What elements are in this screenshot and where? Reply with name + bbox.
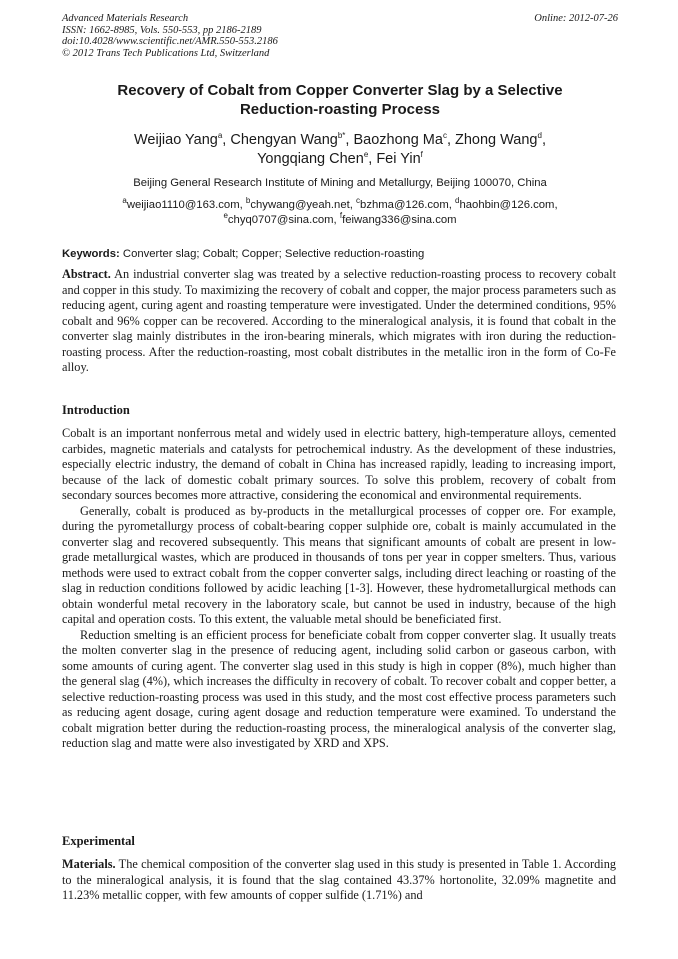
- copyright-line: © 2012 Trans Tech Publications Ltd, Switzerland: [62, 47, 270, 59]
- email-mark: f: [339, 211, 343, 221]
- materials-label: Materials.: [62, 857, 116, 871]
- keywords: [62, 247, 618, 262]
- author-line-2: [62, 150, 618, 169]
- journal-header: [62, 13, 618, 59]
- email-link: chywang@yeah.net,: [250, 199, 357, 211]
- author-name: Weijiao Yang: [134, 132, 218, 148]
- experimental-body: [62, 857, 616, 904]
- paper-title: [62, 81, 618, 119]
- author-affil-mark: a: [217, 131, 223, 141]
- abstract: [62, 267, 616, 376]
- keywords-text: Converter slag; Cobalt; Copper; Selective reduction-roasting: [119, 248, 425, 260]
- email-link: haohbin@126.com,: [459, 199, 558, 211]
- email-mark: a: [122, 196, 127, 206]
- email-link: bzhma@126.com,: [360, 199, 456, 211]
- title-line-1: Recovery of Cobalt from Copper Converter Slag by a Selective: [117, 82, 563, 99]
- journal-name: Advanced Materials Research: [62, 13, 189, 24]
- section-heading-experimental: Experimental: [62, 834, 135, 848]
- email-line-2: [62, 213, 618, 228]
- author-separator: ,: [541, 132, 546, 148]
- online-date: Online: 2012-07-26: [534, 13, 618, 24]
- paragraph: Cobalt is an important nonferrous metal and widely used in electric battery, high-temperature alloys, cemented carbides, magnetic materials and catalysts for petrochemical industry. As the development of these industries, especially electric industry, the demand of cobalt in China has increased rapidly, leading to increasing import, because of the lack of domestic cobalt primary sources. To solve this problem, recovery of cobalt from secondary sources becomes more attractive, considering the economical and environmental requirements.: [62, 426, 616, 502]
- author-affil-mark: d: [537, 131, 542, 141]
- introduction-body: [62, 426, 616, 752]
- email-mark: c: [356, 196, 361, 206]
- author-name: , Chengyan Wang: [222, 132, 338, 148]
- email-link: feiwang336@sina.com: [342, 214, 457, 226]
- doi-line: doi:10.4028/www.scientific.net/AMR.550-553.2186: [62, 36, 278, 47]
- author-affil-mark: e: [363, 150, 369, 160]
- author-list: [62, 131, 618, 169]
- email-mark: e: [223, 211, 228, 221]
- affiliation: Beijing General Research Institute of Mining and Metallurgy, Beijing 100070, China: [133, 177, 547, 189]
- abstract-label: Abstract.: [62, 267, 111, 281]
- author-emails: [62, 198, 618, 228]
- title-line-2: Reduction-roasting Process: [239, 101, 441, 118]
- keywords-label: Keywords:: [62, 248, 120, 260]
- paragraph: Reduction smelting is an efficient process for beneficiate cobalt from copper converter slag. It usually treats the molten converter slag in the presence of reducing agent, including solid carbon or gaseous carbon, with some amounts of curing agent. The converter slag used in this study is high in copper (8%), much higher than the general slag (4%), which increases the difficulty in recovery of cobalt. To recover cobalt and copper better, a selective reduction-roasting process was used in this study, and the most cost effective process parameters such as reducing agent dosage, curing agent dosage and reduction temperature were examined. To understand the cobalt migration better during the reduction-roasting process, the mineralogical analysis of the converter slag, reduction slag and matte were also investigated by XRD and XPS.: [62, 627, 616, 750]
- email-mark: d: [455, 196, 460, 206]
- materials-text: The chemical composition of the converter slag used in this study is presented in Table 1. According to the mineralogical analysis, it is found that the slag contained 43.37% hortonolite, 32.09% magnetite and 11.23% metallic copper, with few amounts of copper sulfide (1.71%) and: [62, 857, 616, 902]
- paragraph: Generally, cobalt is produced as by-products in the metallurgical processes of copper ore. For example, during the pyrometallurgy process of cobalt-bearing copper sulphide ore, cobalt is mainly accumulated in the converter slag and recovered subsequently. This means that significant amounts of cobalt are present in low-grade metallurgical wastes, which are produced in thousands of tons per year in copper smelters. Thus, various methods were used to extract cobalt from the copper converter salgs, including direct leaching or roasting of the slag in reduction conditions followed by acidic leaching [1-3]. However, these hydrometallurgical methods can obtain wonderful metal recovery in the laboratory scale, but cannot be used in industry, because of the high capital and operation costs. To this extent, the valuable metal should be beneficiated first.: [62, 503, 616, 626]
- issn-line: ISSN: 1662-8985, Vols. 550-553, pp 2186-2189: [62, 24, 262, 36]
- email-link: chyq0707@sina.com,: [227, 214, 340, 226]
- author-name: , Zhong Wang: [446, 132, 538, 148]
- abstract-text: An industrial converter slag was treated by a selective reduction-roasting process to recovery cobalt and copper in this study. To maximizing the recovery of cobalt and copper, the major process parameters such as reducing agent, curing agent and roasting temperature were investigated. Under the determined conditions, 95% cobalt and 96% copper can be recovered. According to the mineralogical analysis, it is found that cobalt in the converter slag mainly distributes in the iron-bearing minerals, which migrates with iron during the reduction-roasting process. After the reduction-roasting, most cobalt distributes in the metallic iron in the form of Co-Fe alloy.: [62, 267, 616, 374]
- author-line-1: [62, 131, 618, 150]
- author-affil-mark: f: [420, 150, 423, 160]
- author-name: , Baozhong Ma: [345, 132, 443, 148]
- email-link: weijiao1110@163.com,: [126, 199, 246, 211]
- author-name: , Fei Yin: [368, 151, 421, 167]
- email-mark: b: [245, 196, 251, 206]
- author-affil-mark: b*: [337, 131, 346, 141]
- author-name: Yongqiang Chen: [257, 151, 364, 167]
- section-heading-introduction: Introduction: [62, 403, 130, 417]
- author-affil-mark: c: [442, 131, 447, 141]
